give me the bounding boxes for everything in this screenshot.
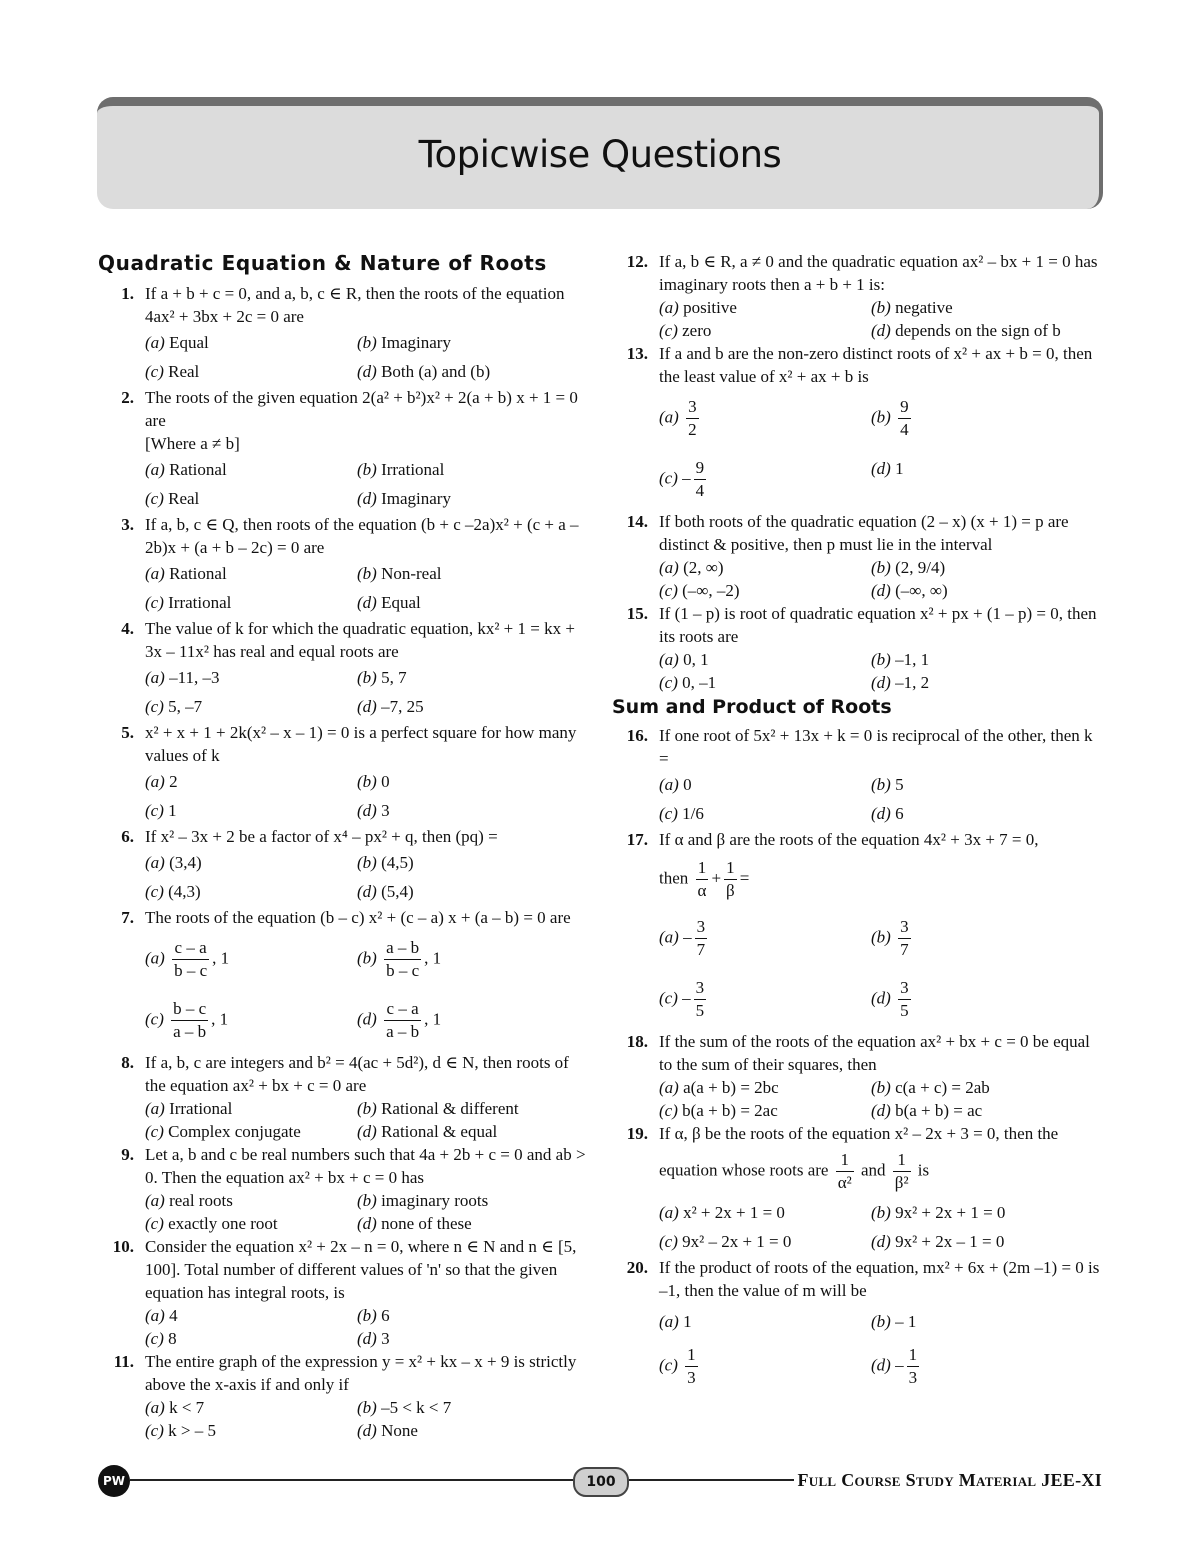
question-stem: If the product of roots of the equation, mx² + 6x + (2m –1) = 0 is –1, then the value of m will be xyxy=(659,1258,1100,1300)
option-d: (d) $\frac{c - a}{a - b}$ , 1 xyxy=(357,999,442,1041)
option-b: (b) $\frac{9}{4}$ xyxy=(871,397,909,439)
question-14 xyxy=(612,510,1104,602)
options xyxy=(659,908,1104,1030)
option-a: (a) real roots xyxy=(145,1191,233,1210)
fraction: $\frac{3}{5}$ xyxy=(695,978,705,1020)
option-b: (b) –1, 1 xyxy=(871,650,930,669)
option-d: (d) none of these xyxy=(357,1214,472,1233)
question-11 xyxy=(98,1350,593,1442)
options xyxy=(659,388,1104,510)
question-stem: The roots of the given equation 2(a² + b²)x² + 2(a + b) x + 1 = 0 are xyxy=(145,388,578,430)
option-c: (c) – $\frac{9}{4}$ xyxy=(659,458,705,500)
question-stem: If a, b, c are integers and b² = 4(ac + 5d²), d ∈ N, then roots of the equation ax² + bx + c = 0 are xyxy=(145,1053,569,1095)
fraction: $\frac{c - a}{b - c}$ xyxy=(174,938,208,980)
options xyxy=(659,770,1104,828)
question-stem: The entire graph of the expression y = x² + kx – x + 9 is strictly above the x-axis if and only if xyxy=(145,1352,577,1394)
options xyxy=(145,1396,593,1442)
question-number: 12. xyxy=(626,252,648,271)
options xyxy=(145,1304,593,1350)
question-stem: x² + x + 1 + 2k(x² – x – 1) = 0 is a perfect square for how many values of k xyxy=(145,723,577,765)
option-b: (b) 9x² + 2x + 1 = 0 xyxy=(871,1203,1006,1222)
option-a: (a) Rational xyxy=(145,564,227,583)
option-b: (b) $\frac{3}{7}$ xyxy=(871,917,909,959)
fraction: $\frac{1}{\beta}$ xyxy=(726,858,735,900)
left-column xyxy=(98,250,593,1442)
question-5 xyxy=(98,721,593,825)
option-b: (b) imaginary roots xyxy=(357,1191,489,1210)
footer-title: Full Course Study Material JEE-XI xyxy=(797,1470,1102,1490)
option-b: (b) 6 xyxy=(357,1306,390,1325)
option-b: (b) Rational & different xyxy=(357,1099,519,1118)
question-stem: Let a, b and c be real numbers such that 4a + 2b + c = 0 and ab > 0. Then the equation ax² + bx + c = 0 has xyxy=(145,1145,586,1187)
options xyxy=(145,929,593,1051)
fraction: $\frac{3}{5}$ xyxy=(900,978,909,1020)
option-c: (c) k > – 5 xyxy=(145,1421,216,1440)
option-a: (a) Rational xyxy=(145,460,227,479)
question-19 xyxy=(612,1122,1104,1256)
question-10 xyxy=(98,1235,593,1350)
option-c: (c) 5, –7 xyxy=(145,697,203,716)
question-number: 17. xyxy=(626,830,648,849)
question-stem: If α, β be the roots of the equation x² – 2x + 3 = 0, then the xyxy=(659,1124,1059,1143)
options xyxy=(145,455,593,513)
question-stem: If x² – 3x + 2 be a factor of x⁴ – px² + q, then (pq) = xyxy=(145,827,498,846)
question-number: 8. xyxy=(121,1053,134,1072)
page-number: 100 xyxy=(573,1467,629,1497)
question-stem: If both roots of the quadratic equation (2 – x) (x + 1) = p are distinct & positive, then p must lie in the interval xyxy=(659,512,1069,554)
question-8 xyxy=(98,1051,593,1143)
question-number: 9. xyxy=(121,1145,134,1164)
question-number: 18. xyxy=(626,1032,648,1051)
option-a: (a) (3,4) xyxy=(145,853,202,872)
option-b: (b) Imaginary xyxy=(357,333,451,352)
question-stem: If a and b are the non-zero distinct roots of x² + ax + b = 0, then the least value of x² + ax + b is xyxy=(659,344,1093,386)
right-column xyxy=(612,250,1104,1392)
option-b: (b) negative xyxy=(871,298,953,317)
option-c: (c) 8 xyxy=(145,1329,177,1348)
fraction: $\frac{3}{7}$ xyxy=(696,917,706,959)
question-number: 15. xyxy=(626,604,648,623)
option-d: (d) –1, 2 xyxy=(871,673,930,692)
option-a: (a) 0, 1 xyxy=(659,650,709,669)
page-title: Topicwise Questions xyxy=(418,133,782,176)
option-a: (a) x² + 2x + 1 = 0 xyxy=(659,1203,785,1222)
options xyxy=(145,1189,593,1235)
options xyxy=(145,559,593,617)
question-stem: The value of k for which the quadratic equation, kx² + 1 = kx + 3x – 11x² has real and equal roots are xyxy=(145,619,575,661)
option-b: (b) 5, 7 xyxy=(357,668,407,687)
option-d: (d) 1 xyxy=(871,459,904,478)
question-number: 20. xyxy=(626,1258,648,1277)
option-a: (a) Equal xyxy=(145,333,209,352)
question-stem: If a, b ∈ R, a ≠ 0 and the quadratic equation ax² – bx + 1 = 0 has imaginary roots then a + b + 1 is: xyxy=(659,252,1098,294)
fraction: $\frac{1}{\alpha}$ xyxy=(697,858,707,900)
option-c: (c) Irrational xyxy=(145,593,232,612)
question-stem: If one root of 5x² + 13x + k = 0 is reciprocal of the other, then k = xyxy=(659,726,1093,768)
question-7 xyxy=(98,906,593,1051)
option-c: (c) (4,3) xyxy=(145,882,201,901)
question-18 xyxy=(612,1030,1104,1122)
question-number: 3. xyxy=(121,515,134,534)
question-number: 14. xyxy=(626,512,648,531)
option-c: (c) – $\frac{3}{5}$ xyxy=(659,978,705,1020)
fraction: $\frac{b - c}{a - b}$ xyxy=(173,999,207,1041)
question-6 xyxy=(98,825,593,906)
question-stem: If α and β are the roots of the equation 4x² + 3x + 7 = 0, xyxy=(659,830,1039,849)
section-heading: Quadratic Equation & Nature of Roots xyxy=(98,251,547,275)
question-number: 13. xyxy=(626,344,648,363)
option-d: (d) 3 xyxy=(357,1329,390,1348)
question-number: 1. xyxy=(121,284,134,303)
option-d: (d) Rational & equal xyxy=(357,1122,498,1141)
options xyxy=(659,1076,1104,1122)
question-stem: The roots of the equation (b – c) x² + (c – a) x + (a – b) = 0 are xyxy=(145,908,571,927)
question-stem: Consider the equation x² + 2x – n = 0, where n ∈ N and n ∈ [5, 100]. Total number of different values of 'n' so that the given equation has integral roots, is xyxy=(145,1237,577,1302)
option-b: (b) (4,5) xyxy=(357,853,414,872)
option-a: (a) k < 7 xyxy=(145,1398,205,1417)
option-a: (a) 2 xyxy=(145,772,178,791)
option-a: (a) $\frac{3}{2}$ xyxy=(659,397,697,439)
footer-rule-left xyxy=(130,1479,573,1481)
question-3 xyxy=(98,513,593,617)
option-d: (d) – $\frac{1}{3}$ xyxy=(871,1345,918,1387)
option-c: (c) $\frac{1}{3}$ xyxy=(659,1345,696,1387)
option-c: (c) Real xyxy=(145,489,200,508)
option-c: (c) 1 xyxy=(145,801,177,820)
question-number: 10. xyxy=(112,1237,134,1256)
option-a: (a) 0 xyxy=(659,775,692,794)
question-number: 4. xyxy=(121,619,134,638)
fraction: $\frac{1}{3}$ xyxy=(687,1345,696,1387)
question-stem: If a + b + c = 0, and a, b, c ∈ R, then the roots of the equation 4ax² + 3bx + 2c = 0 are xyxy=(145,284,565,326)
option-b: (b) $\frac{a - b}{b - c}$ , 1 xyxy=(357,938,442,980)
option-b: (b) (2, 9/4) xyxy=(871,558,946,577)
fraction: $\frac{3}{7}$ xyxy=(900,917,909,959)
option-d: (d) –7, 25 xyxy=(357,697,424,716)
fraction: $\frac{9}{4}$ xyxy=(695,458,705,500)
option-d: (d) 3 xyxy=(357,801,390,820)
option-b: (b) – 1 xyxy=(871,1312,917,1331)
option-d: (d) Equal xyxy=(357,593,421,612)
question-17 xyxy=(612,828,1104,1030)
question-9 xyxy=(98,1143,593,1235)
fraction: $\frac{3}{2}$ xyxy=(688,397,697,439)
option-d: (d) b(a + b) = ac xyxy=(871,1101,983,1120)
option-a: (a) 1 xyxy=(659,1312,692,1331)
fraction: $\frac{c - a}{a - b}$ xyxy=(386,999,420,1041)
option-d: (d) 6 xyxy=(871,804,904,823)
option-a: (a) – $\frac{3}{7}$ xyxy=(659,917,706,959)
option-c: (c) Complex conjugate xyxy=(145,1122,301,1141)
options xyxy=(145,1097,593,1143)
option-d: (d) (5,4) xyxy=(357,882,414,901)
question-number: 2. xyxy=(121,388,134,407)
question-stem: If the sum of the roots of the equation ax² + bx + c = 0 be equal to the sum of their squares, then xyxy=(659,1032,1090,1074)
option-c: (c) $\frac{b - c}{a - b}$ , 1 xyxy=(145,999,229,1041)
option-a: (a) –11, –3 xyxy=(145,668,220,687)
question-16 xyxy=(612,724,1104,828)
question-expression: then $\frac{1}{\alpha}$ + $\frac{1}{\beta}$ = xyxy=(659,858,750,900)
fraction: $\frac{1}{3}$ xyxy=(908,1345,918,1387)
option-b: (b) Non-real xyxy=(357,564,442,583)
question-number: 7. xyxy=(121,908,134,927)
options xyxy=(659,648,1104,694)
question-number: 5. xyxy=(121,723,134,742)
publisher-logo: PW xyxy=(98,1465,130,1497)
question-number: 16. xyxy=(626,726,648,745)
option-a: (a) (2, ∞) xyxy=(659,558,724,577)
option-b: (b) c(a + c) = 2ab xyxy=(871,1078,990,1097)
question-15 xyxy=(612,602,1104,694)
question-number: 11. xyxy=(113,1352,134,1371)
fraction: $\frac{1}{\text{α²}}$ xyxy=(837,1150,852,1192)
question-12 xyxy=(612,250,1104,342)
option-a: (a) 4 xyxy=(145,1306,178,1325)
question-stem: If (1 – p) is root of quadratic equation x² + px + (1 – p) = 0, then its roots are xyxy=(659,604,1097,646)
question-stem: If a, b, c ∈ Q, then roots of the equation (b + c –2a)x² + (c + a – 2b)x + (a + b – 2c) = 0 are xyxy=(145,515,579,557)
option-c: (c) (–∞, –2) xyxy=(659,581,740,600)
options xyxy=(659,1198,1104,1256)
option-d: (d) depends on the sign of b xyxy=(871,321,1061,340)
fraction: $\frac{9}{4}$ xyxy=(900,397,909,439)
question-4 xyxy=(98,617,593,721)
section-heading: Sum and Product of Roots xyxy=(612,696,892,718)
options xyxy=(659,1302,1104,1392)
options xyxy=(659,556,1104,602)
question-13 xyxy=(612,342,1104,510)
option-d: (d) Imaginary xyxy=(357,489,451,508)
question-number: 6. xyxy=(121,827,134,846)
option-d: (d) Both (a) and (b) xyxy=(357,362,491,381)
question-note: [Where a ≠ b] xyxy=(145,434,240,453)
option-c: (c) 9x² – 2x + 1 = 0 xyxy=(659,1232,792,1251)
option-b: (b) –5 < k < 7 xyxy=(357,1398,452,1417)
option-d: (d) (–∞, ∞) xyxy=(871,581,948,600)
question-number: 19. xyxy=(626,1124,648,1143)
question-expression: equation whose roots are $\frac{1}{\text{α²}}$ and $\frac{1}{\text{β²}}$ is xyxy=(659,1150,930,1192)
option-a: (a) a(a + b) = 2bc xyxy=(659,1078,779,1097)
option-d: (d) 9x² + 2x – 1 = 0 xyxy=(871,1232,1005,1251)
option-b: (b) 0 xyxy=(357,772,390,791)
options xyxy=(145,848,593,906)
option-c: (c) 1/6 xyxy=(659,804,704,823)
option-d: (d) None xyxy=(357,1421,418,1440)
options xyxy=(145,663,593,721)
option-d: (d) $\frac{3}{5}$ xyxy=(871,978,909,1020)
question-2 xyxy=(98,386,593,513)
footer-rule-right xyxy=(629,1479,794,1481)
question-20 xyxy=(612,1256,1104,1392)
option-a: (a) positive xyxy=(659,298,737,317)
fraction: $\frac{1}{\text{β²}}$ xyxy=(894,1150,909,1192)
option-a: (a) $\frac{c - a}{b - c}$ , 1 xyxy=(145,938,230,980)
fraction: $\frac{a - b}{b - c}$ xyxy=(386,938,420,980)
options xyxy=(145,767,593,825)
option-b: (b) Irrational xyxy=(357,460,445,479)
option-c: (c) 0, –1 xyxy=(659,673,717,692)
options xyxy=(659,296,1104,342)
question-1 xyxy=(98,282,593,386)
option-c: (c) Real xyxy=(145,362,200,381)
options xyxy=(145,328,593,386)
option-c: (c) zero xyxy=(659,321,712,340)
option-c: (c) exactly one root xyxy=(145,1214,278,1233)
option-c: (c) b(a + b) = 2ac xyxy=(659,1101,778,1120)
option-b: (b) 5 xyxy=(871,775,904,794)
option-a: (a) Irrational xyxy=(145,1099,233,1118)
